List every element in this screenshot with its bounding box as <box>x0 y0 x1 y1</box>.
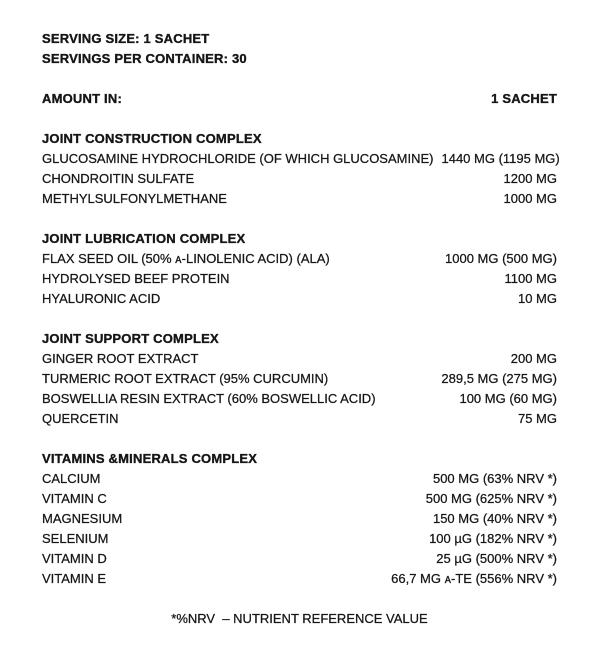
ingredient-amount: 1100 MG <box>504 271 557 286</box>
ingredient-amount: 100 MG (60 MG) <box>459 391 557 406</box>
ingredient-amount: 150 MG (40% NRV *) <box>432 511 557 526</box>
ingredient-name: VITAMIN C <box>42 491 107 506</box>
ingredient-name: FLAX SEED OIL (50% ᴀ-LINOLENIC ACID) (ALA) <box>42 251 330 266</box>
ingredient-row <box>42 509 557 529</box>
section-title: JOINT LUBRICATION COMPLEX <box>42 231 246 246</box>
ingredient-name: GINGER ROOT EXTRACT <box>42 351 199 366</box>
ingredient-row <box>42 549 557 569</box>
ingredient-name: CHONDROITIN SULFATE <box>42 171 195 186</box>
amount-in-value: 1 SACHET <box>491 91 557 106</box>
nrv-footnote: *%NRV – NUTRIENT REFERENCE VALUE <box>171 611 428 626</box>
ingredient-name: HYALURONIC ACID <box>42 291 161 306</box>
ingredient-amount: 1440 MG (1195 MG) <box>441 151 560 166</box>
section-title: VITAMINS &MINERALS COMPLEX <box>42 451 258 466</box>
ingredient-row <box>42 369 557 389</box>
ingredient-row <box>42 489 557 509</box>
ingredient-name: MAGNESIUM <box>42 511 123 526</box>
ingredient-name: VITAMIN D <box>42 551 107 566</box>
ingredient-amount: 10 MG <box>517 291 557 306</box>
ingredient-name: QUERCETIN <box>42 411 119 426</box>
section-joint-lubrication-complex <box>42 229 557 309</box>
ingredient-amount: 200 MG <box>510 351 557 366</box>
servings-per-container: SERVINGS PER CONTAINER: 30 <box>42 51 247 66</box>
section-joint-construction-complex <box>42 129 560 209</box>
ingredient-row <box>42 469 557 489</box>
section-vitamins-minerals-complex <box>42 449 557 589</box>
ingredient-name: SELENIUM <box>42 531 109 546</box>
ingredient-row <box>42 349 557 369</box>
ingredient-amount: 500 MG (625% NRV *) <box>425 491 557 506</box>
section-joint-support-complex <box>42 329 557 429</box>
section-title: JOINT CONSTRUCTION COMPLEX <box>42 131 262 146</box>
ingredient-row <box>42 409 557 429</box>
ingredient-row <box>42 169 557 189</box>
ingredient-name: CALCIUM <box>42 471 101 486</box>
ingredient-row <box>42 249 557 269</box>
ingredient-name: GLUCOSAMINE HYDROCHLORIDE (OF WHICH GLUCOSAMINE) <box>42 151 434 166</box>
ingredient-row <box>42 269 557 289</box>
ingredient-row <box>42 189 557 209</box>
ingredient-name: HYDROLYSED BEEF PROTEIN <box>42 271 230 286</box>
ingredient-name: METHYLSULFONYLMETHANE <box>42 191 227 206</box>
ingredient-amount: 100 µG (182% NRV *) <box>429 531 557 546</box>
amount-in-row <box>42 89 557 109</box>
ingredient-row <box>42 529 557 549</box>
ingredient-amount: 75 MG <box>517 411 557 426</box>
ingredient-amount: 1200 MG <box>503 171 557 186</box>
serving-size: SERVING SIZE: 1 SACHET <box>42 31 210 46</box>
ingredient-row <box>42 289 557 309</box>
ingredient-row <box>42 569 557 589</box>
ingredient-amount: 500 MG (63% NRV *) <box>432 471 557 486</box>
ingredient-name: VITAMIN E <box>42 571 107 586</box>
ingredient-amount: 66,7 MG ᴀ-TE (556% NRV *) <box>391 571 557 586</box>
amount-in-label: AMOUNT IN: <box>42 91 122 106</box>
section-title: JOINT SUPPORT COMPLEX <box>42 331 219 346</box>
ingredient-amount: 1000 MG <box>503 191 557 206</box>
ingredient-amount: 25 µG (500% NRV *) <box>436 551 557 566</box>
ingredient-amount: 1000 MG (500 MG) <box>445 251 557 266</box>
ingredient-row <box>42 149 560 169</box>
ingredient-amount: 289,5 MG (275 MG) <box>441 371 557 386</box>
ingredient-row <box>42 389 557 409</box>
ingredient-name: TURMERIC ROOT EXTRACT (95% CURCUMIN) <box>42 371 329 386</box>
ingredient-name: BOSWELLIA RESIN EXTRACT (60% BOSWELLIC ACID) <box>42 391 376 406</box>
